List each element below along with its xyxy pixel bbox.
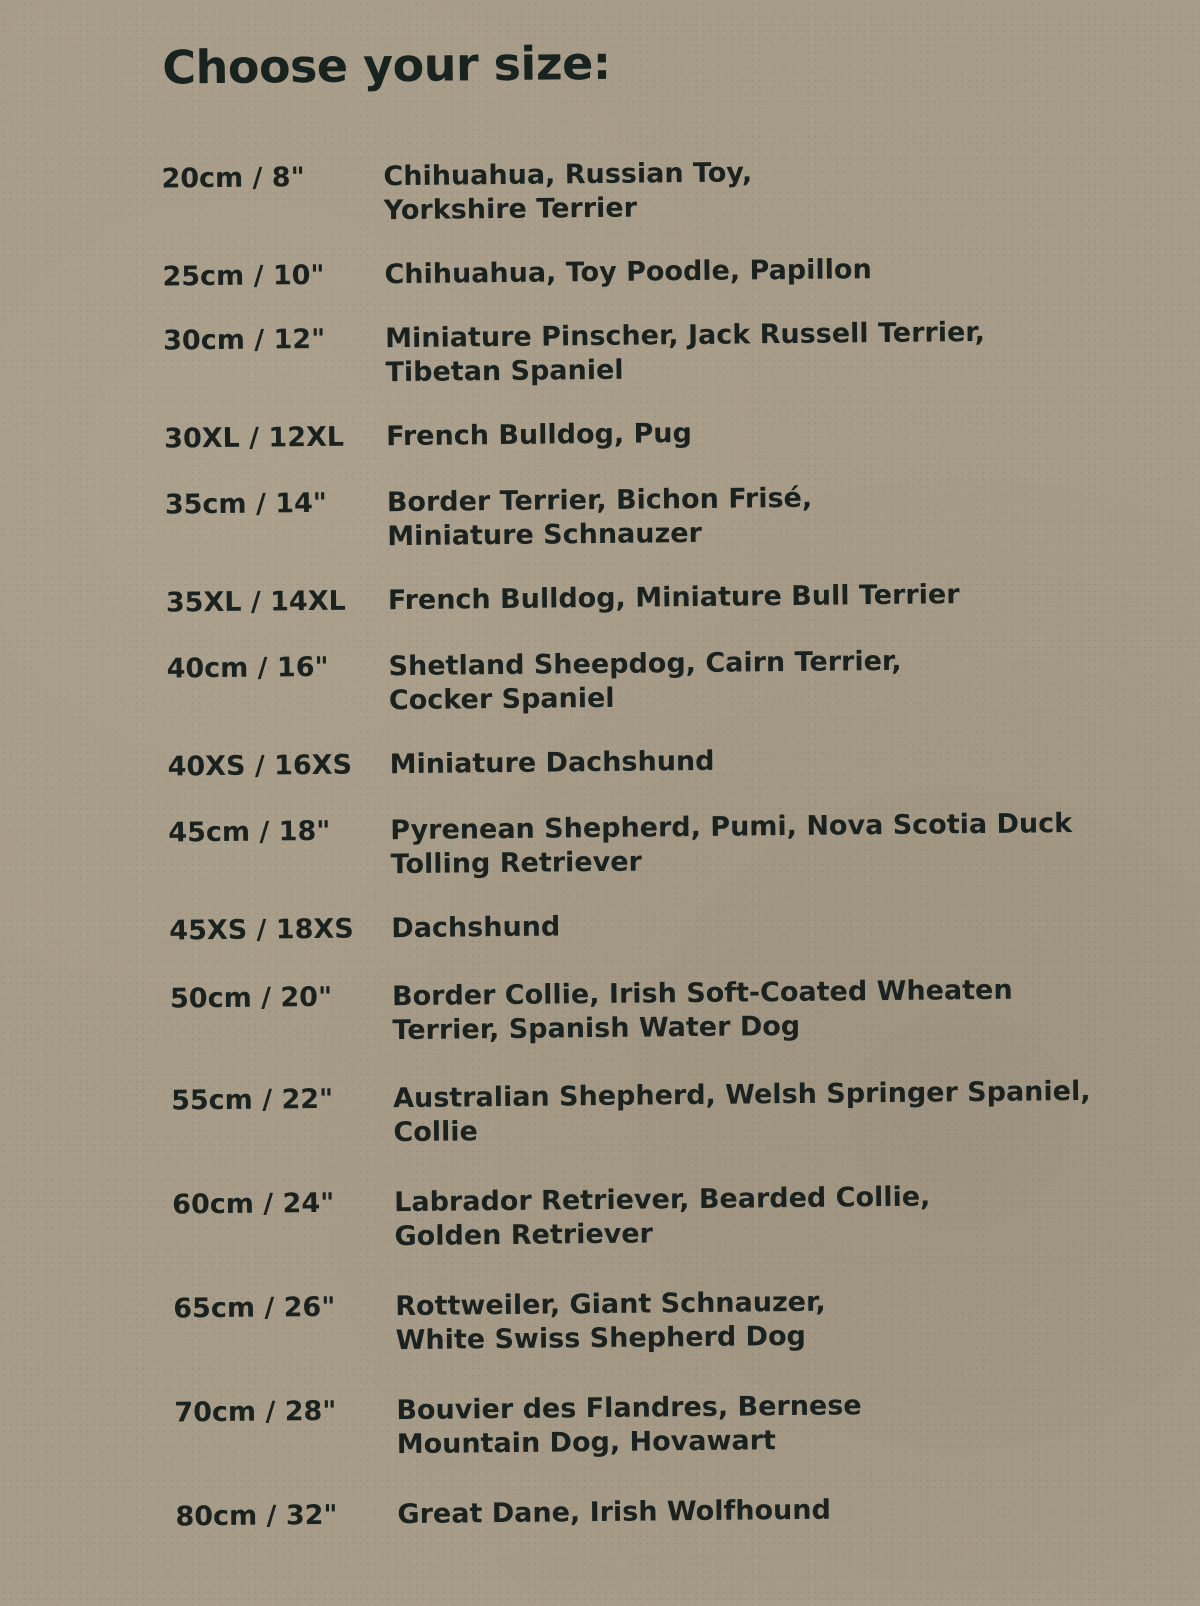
- size-label: 45XS / 18XS: [169, 913, 354, 947]
- breed-line: Mountain Dog, Hovawart: [396, 1425, 777, 1461]
- breed-line: Miniature Pinscher, Jack Russell Terrier,: [384, 316, 986, 355]
- size-label: 25cm / 10": [162, 259, 325, 293]
- breed-list: [389, 741, 1069, 782]
- size-row: [0, 643, 1098, 717]
- size-row: [0, 807, 1100, 881]
- breed-list: [396, 1387, 1077, 1462]
- size-row: [5, 1283, 1105, 1357]
- breed-line: French Bulldog, Miniature Bull Terrier: [387, 579, 960, 617]
- size-label: 80cm / 32": [175, 1499, 338, 1533]
- size-row: [4, 1179, 1104, 1253]
- size-label: 35cm / 14": [164, 487, 328, 521]
- size-row: [1, 905, 1101, 947]
- breed-line: Chihuahua, Toy Poodle, Papillon: [384, 254, 872, 291]
- breed-list: [388, 643, 1069, 718]
- breed-line: Cocker Spaniel: [388, 682, 615, 717]
- breed-list: [388, 577, 1068, 618]
- size-label: 30XL / 12XL: [164, 421, 345, 455]
- size-row: [0, 577, 1098, 619]
- breed-line: Rottweiler, Giant Schnauzer,: [395, 1286, 826, 1323]
- size-row: [6, 1387, 1106, 1461]
- size-label: 55cm / 22": [170, 1083, 334, 1117]
- size-row: [0, 479, 1097, 553]
- size-label: 50cm / 20": [169, 981, 333, 1015]
- size-row: [3, 1075, 1103, 1149]
- size-label: 35XL / 14XL: [165, 585, 346, 619]
- breed-line: Yorkshire Terrier: [383, 192, 638, 227]
- breed-line: Border Terrier, Bichon Frisé,: [386, 482, 813, 519]
- size-row: [0, 251, 1094, 293]
- breed-line: Chihuahua, Russian Toy,: [383, 157, 753, 193]
- size-label: 45cm / 18": [168, 815, 331, 849]
- size-row: [0, 315, 1095, 389]
- breed-line: Golden Retriever: [394, 1218, 654, 1253]
- breed-line: Australian Shepherd, Welsh Springer Spaniel,: [392, 1075, 1091, 1115]
- breed-line: Tolling Retriever: [390, 846, 643, 881]
- breed-list: [383, 153, 1064, 228]
- breed-list: [395, 1283, 1076, 1358]
- breed-line: Great Dane, Irish Wolfhound: [397, 1494, 831, 1531]
- breed-list: [386, 413, 1066, 454]
- breed-list: [390, 807, 1071, 882]
- breed-line: French Bulldog, Pug: [386, 418, 693, 453]
- breed-list: [392, 973, 1073, 1048]
- size-label: 40cm / 16": [166, 651, 329, 685]
- breed-line: Terrier, Spanish Water Dog: [392, 1010, 801, 1047]
- breed-list: [391, 905, 1071, 946]
- size-row: [7, 1491, 1107, 1533]
- size-label: 30cm / 12": [163, 323, 326, 357]
- size-row: [0, 413, 1096, 455]
- breed-line: Bouvier des Flandres, Bernese: [396, 1390, 862, 1427]
- size-label: 40XS / 16XS: [167, 749, 353, 783]
- size-label: 65cm / 26": [173, 1291, 336, 1325]
- breed-list: [387, 479, 1068, 554]
- breed-list: [385, 315, 1066, 390]
- breed-line: Miniature Schnauzer: [387, 517, 703, 553]
- breed-list: [394, 1179, 1075, 1254]
- breed-line: Collie: [393, 1116, 479, 1149]
- size-row: [0, 153, 1093, 227]
- breed-line: White Swiss Shepherd Dog: [395, 1320, 807, 1357]
- breed-list: [384, 251, 1064, 292]
- breed-line: Dachshund: [391, 911, 561, 945]
- breed-list: [397, 1491, 1077, 1532]
- size-row: [2, 973, 1102, 1047]
- breed-line: Border Collie, Irish Soft-Coated Wheaten: [391, 974, 1013, 1013]
- breed-list: [392, 1075, 1091, 1150]
- breed-line: Shetland Sheepdog, Cairn Terrier,: [388, 645, 902, 683]
- breed-line: Pyrenean Shepherd, Pumi, Nova Scotia Duck: [390, 808, 1073, 847]
- size-label: 60cm / 24": [172, 1187, 335, 1221]
- page-title: Choose your size:: [162, 35, 611, 95]
- size-label: 20cm / 8": [161, 162, 305, 195]
- size-row: [0, 741, 1099, 783]
- size-label: 70cm / 28": [174, 1395, 337, 1429]
- breed-line: Miniature Dachshund: [389, 745, 715, 781]
- breed-line: Tibetan Spaniel: [385, 354, 624, 389]
- breed-line: Labrador Retriever, Bearded Collie,: [394, 1181, 931, 1219]
